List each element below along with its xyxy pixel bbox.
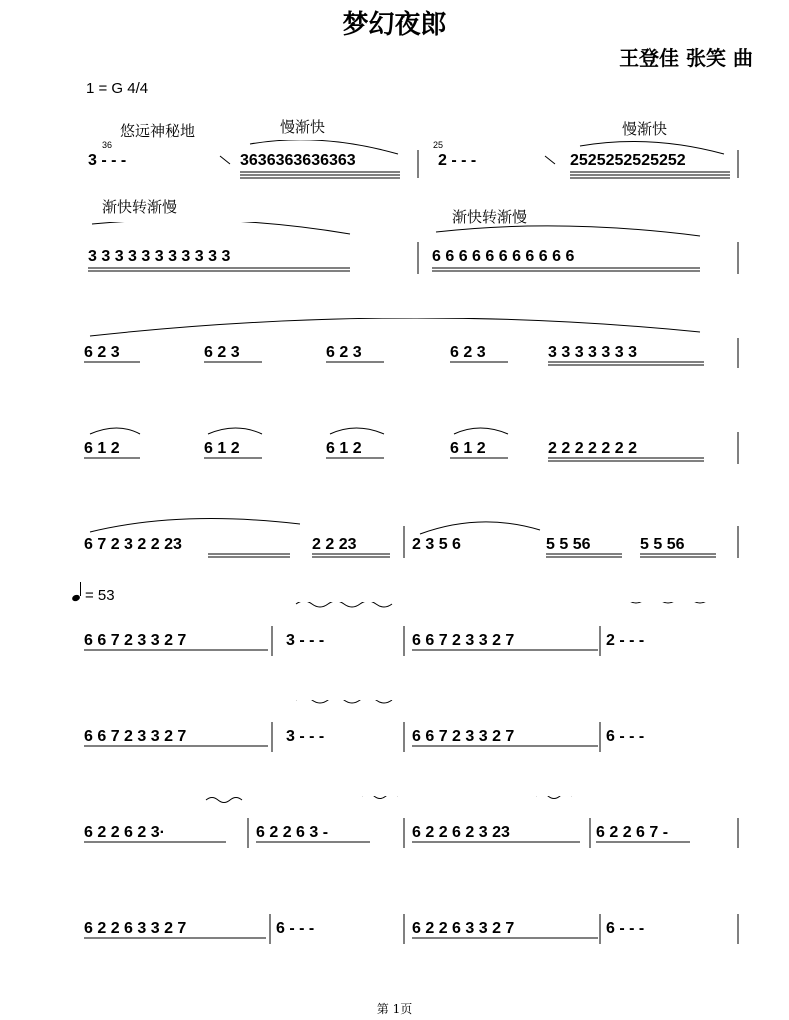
- expression-mark: 渐快转渐慢: [102, 198, 178, 216]
- notes-r5-m2: 2 2 23: [312, 536, 357, 553]
- notes-r6-m3: 6 6 7 2 3 3 2 7: [412, 632, 515, 649]
- notes-r4-m3: 6 1 2: [326, 440, 362, 457]
- key-signature: 1 = G 4/4: [86, 80, 149, 97]
- expression-mark: 悠远神秘地: [120, 122, 196, 140]
- notes-r5-m1: 6 7 2 3 2 2 23: [84, 536, 182, 553]
- notes-r7-m2: 3 - - -: [286, 728, 325, 745]
- stave-row-4: [0, 412, 789, 492]
- notes-r8-m3: 6 2 2 6 2 3 23: [412, 824, 510, 841]
- notes-r7-m3: 6 6 7 2 3 3 2 7: [412, 728, 515, 745]
- notes-r3-m2: 6 2 3: [204, 344, 240, 361]
- notes-r5-m3: 2 3 5 6: [412, 536, 461, 553]
- notes-r3-m4: 6 2 3: [450, 344, 486, 361]
- expression-mark: 慢渐快: [280, 118, 326, 136]
- notes-r6-m2: 3 - - -: [286, 632, 325, 649]
- tempo-mark: = 53: [72, 582, 115, 604]
- notes-r7-m1: 6 6 7 2 3 3 2 7: [84, 728, 187, 745]
- notes-r3-m3: 6 2 3: [326, 344, 362, 361]
- notes-r3-m5: 3 3 3 3 3 3 3: [548, 344, 637, 361]
- notes-r1-m4: 2525252525252: [570, 152, 686, 169]
- stave-row-2: [0, 222, 789, 302]
- stave-row-6: [0, 602, 789, 682]
- notes-r6-m4: 2 - - -: [606, 632, 645, 649]
- stave-row-8: [0, 796, 789, 876]
- notes-r7-m4: 6 - - -: [606, 728, 645, 745]
- notes-r1-m1: 3 - - -: [88, 152, 127, 169]
- stave-lines: [0, 318, 789, 398]
- notes-r8-m4: 6 2 2 6 7 -: [596, 824, 669, 841]
- notes-r2-m1: 3 3 3 3 3 3 3 3 3 3 3: [88, 248, 231, 265]
- composer-credit: 王登佳 张笑 曲: [619, 46, 753, 70]
- notes-r6-m1: 6 6 7 2 3 3 2 7: [84, 632, 187, 649]
- page-number: 第 1页: [376, 1002, 413, 1016]
- stave-lines: [0, 412, 789, 492]
- notes-r4-m2: 6 1 2: [204, 440, 240, 457]
- stave-lines: [0, 796, 789, 876]
- notes-r2-m2: 6 6 6 6 6 6 6 6 6 6 6: [432, 248, 575, 265]
- notes-r5-m4: 5 5 56: [546, 536, 591, 553]
- notes-r4-m5: 2 2 2 2 2 2 2: [548, 440, 637, 457]
- stave-lines: [0, 222, 789, 302]
- notes-r4-m4: 6 1 2: [450, 440, 486, 457]
- quarter-note-icon: [71, 594, 81, 602]
- notes-r4-m1: 6 1 2: [84, 440, 120, 457]
- notes-r8-m2: 6 2 2 6 3 -: [256, 824, 329, 841]
- expression-mark: 慢渐快: [622, 120, 668, 138]
- stave-lines: [0, 602, 789, 682]
- stave-lines: [0, 894, 789, 974]
- notes-r1-m3: 2 - - -: [438, 152, 477, 169]
- page-title: 梦幻夜郎: [342, 10, 447, 40]
- stave-lines: [0, 500, 789, 580]
- stave-row-7: [0, 700, 789, 780]
- notes-r3-m1: 6 2 3: [84, 344, 120, 361]
- notes-r1-m2: 3636363636363: [240, 152, 356, 169]
- expression-mark: 渐快转渐慢: [452, 208, 528, 226]
- notes-r9-m1: 6 2 2 6 3 3 2 7: [84, 920, 187, 937]
- stave-row-5: [0, 500, 789, 580]
- notes-r5-m5: 5 5 56: [640, 536, 685, 553]
- stave-row-1: 36 25 3 - - - 3636363636363 2 - - - 2525252525252: [0, 140, 789, 220]
- notes-r8-m1: 6 2 2 6 2 3·: [84, 824, 165, 841]
- stave-row-3: [0, 318, 789, 398]
- notes-r9-m4: 6 - - -: [606, 920, 645, 937]
- stave-lines: [0, 700, 789, 780]
- notes-r9-m2: 6 - - -: [276, 920, 315, 937]
- stave-row-9: [0, 894, 789, 974]
- notes-r9-m3: 6 2 2 6 3 3 2 7: [412, 920, 515, 937]
